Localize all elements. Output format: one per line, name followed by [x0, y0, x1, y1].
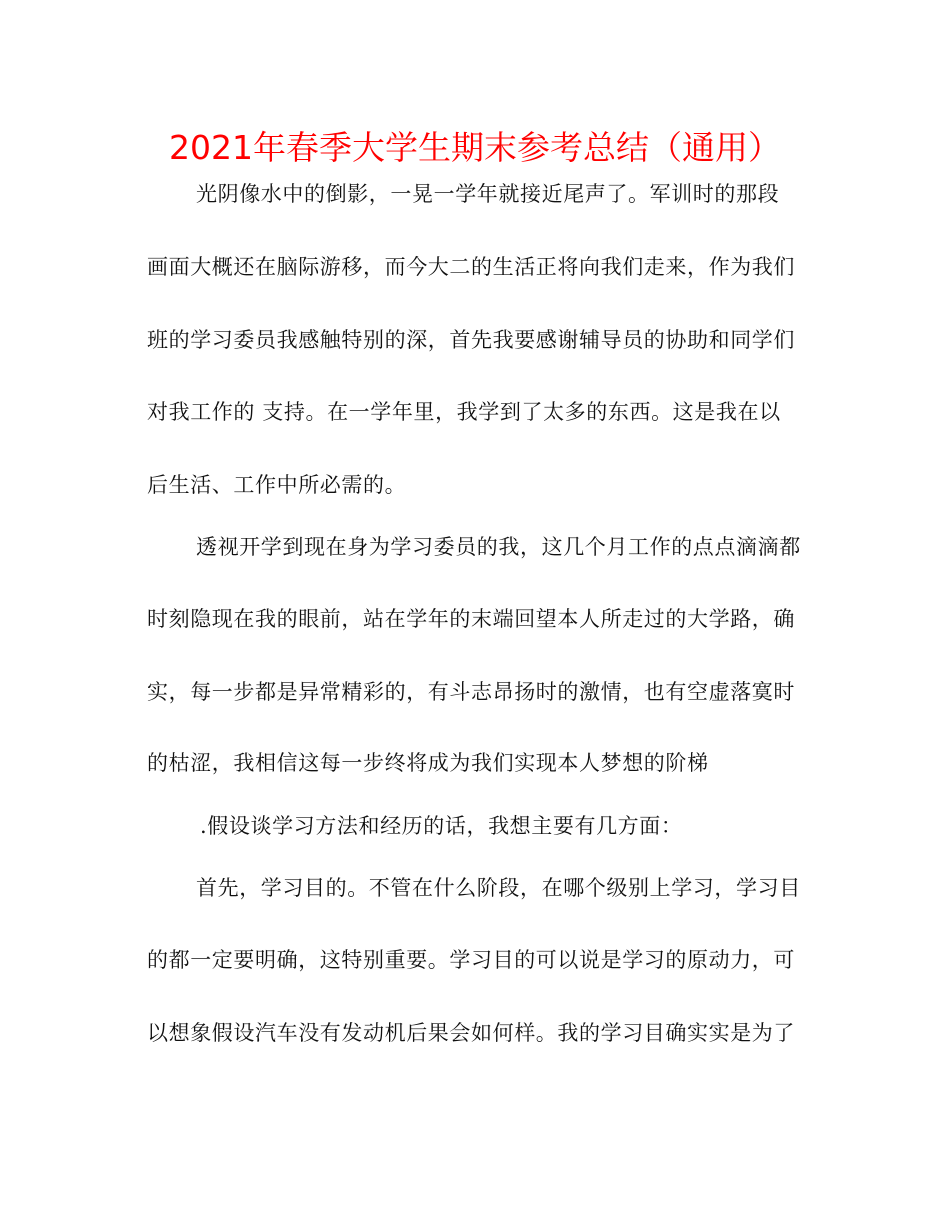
paragraph-line: 透视开学到现在身为学习委员的我，这几个月工作的点点滴滴都 [196, 535, 801, 559]
paragraph-line: 光阴像水中的倒影，一晃一学年就接近尾声了。军训时的那段 [196, 182, 780, 206]
paragraph-line: 画面大概还在脑际游移，而今大二的生活正将向我们走来，作为我们 [147, 255, 795, 279]
paragraph-line: 的枯涩，我相信这每一步终将成为我们实现本人梦想的阶梯 [147, 751, 709, 775]
paragraph-line: 时刻隐现在我的眼前，站在学年的末端回望本人所走过的大学路，确 [147, 607, 795, 631]
paragraph-line: 实，每一步都是异常精彩的，有斗志昂扬时的激情，也有空虚落寞时 [147, 680, 795, 704]
paragraph-line: .假设谈学习方法和经历的话，我想主要有几方面： [200, 814, 683, 838]
paragraph-line: 班的学习委员我感触特别的深，首先我要感谢辅导员的协助和同学们 [147, 328, 795, 352]
paragraph-line: 对我工作的 支持。在一学年里，我学到了太多的东西。这是我在以 [147, 400, 781, 424]
paragraph-line: 以想象假设汽车没有发动机后果会如何样。我的学习目确实实是为了 [147, 1021, 795, 1045]
document-title: 2021年春季大学生期末参考总结（通用） [169, 128, 781, 167]
paragraph-line: 首先，学习目的。不管在什么阶段，在哪个级别上学习，学习目 [196, 876, 801, 900]
paragraph-line: 的都一定要明确，这特别重要。学习目的可以说是学习的原动力，可 [147, 948, 795, 972]
paragraph-line: 后生活、工作中所必需的。 [147, 473, 407, 497]
